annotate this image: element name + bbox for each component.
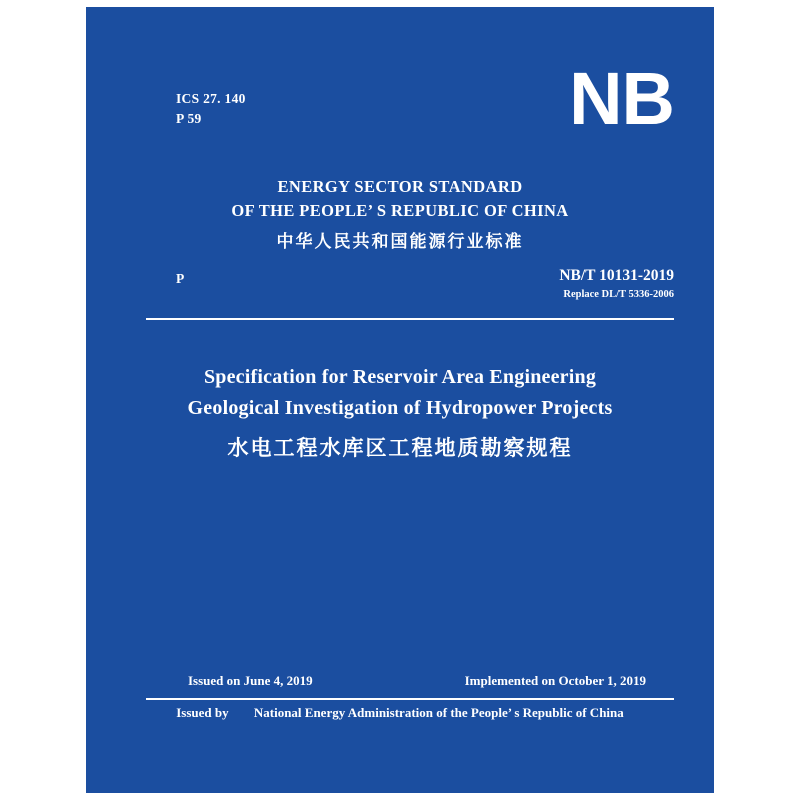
divider-top [146, 318, 674, 320]
ics-block [176, 89, 246, 129]
issuing-body-heading [86, 175, 714, 257]
ics-number: ICS 27. 140 [176, 91, 246, 106]
title-english-line2: Geological Investigation of Hydropower Projects [187, 397, 613, 419]
heading-english-line2: OF THE PEOPLE’ S REPUBLIC OF CHINA [231, 201, 569, 220]
title-block [86, 362, 714, 467]
issuer-name: National Energy Administration of the People’ s Republic of China [253, 705, 624, 720]
standard-number-block [559, 265, 674, 303]
issuer-row [86, 705, 714, 721]
title-chinese: 水电工程水库区工程地质勘察规程 [227, 436, 573, 460]
implemented-on-date: Implemented on October 1, 2019 [464, 673, 646, 688]
issued-on-date: Issued on June 4, 2019 [188, 673, 313, 688]
dates-row [146, 673, 674, 693]
standard-cover [86, 7, 714, 793]
divider-bottom [146, 698, 674, 700]
heading-english-line1: ENERGY SECTOR STANDARD [277, 177, 523, 196]
title-english-line1: Specification for Reservoir Area Engineering [203, 366, 597, 388]
standard-number-row [176, 265, 674, 309]
classification-code: P [176, 271, 185, 286]
standard-number: NB/T 10131-2019 [559, 267, 674, 284]
ics-category-code: P 59 [176, 111, 202, 126]
replace-note: Replace DL/T 5336-2006 [563, 289, 674, 300]
nb-logo: NB [569, 57, 674, 140]
heading-chinese: 中华人民共和国能源行业标准 [276, 232, 524, 251]
issued-by-label: Issued by [176, 705, 229, 720]
